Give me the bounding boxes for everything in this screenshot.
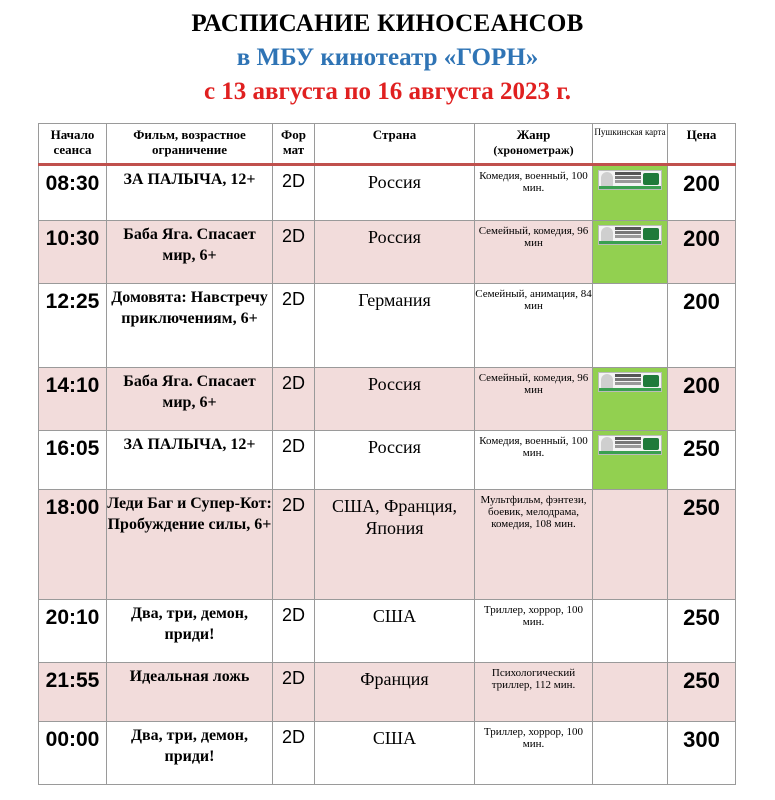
pushkin-cell (593, 663, 668, 722)
film-country: Россия (315, 431, 475, 490)
film-genre: Семейный, анимация, 84 мин (475, 284, 593, 368)
film-title: Баба Яга. Спасает мир, 6+ (107, 368, 273, 431)
film-genre: Комедия, военный, 100 мин. (475, 431, 593, 490)
col-header-country: Страна (315, 124, 475, 165)
ticket-price: 200 (668, 368, 736, 431)
film-title: Два, три, демон, приди! (107, 600, 273, 663)
table-row (39, 284, 736, 368)
film-country: Германия (315, 284, 475, 368)
ticket-price: 300 (668, 722, 736, 785)
pushkin-card-icon (598, 225, 662, 245)
session-time: 10:30 (39, 221, 107, 284)
session-time: 08:30 (39, 165, 107, 221)
film-genre: Семейный, комедия, 96 мин (475, 368, 593, 431)
film-genre: Мультфильм, фэнтези, боевик, мелодрама, комедия, 108 мин. (475, 490, 593, 600)
table-row (39, 722, 736, 785)
ticket-price: 200 (668, 221, 736, 284)
film-format: 2D (273, 600, 315, 663)
ticket-price: 250 (668, 600, 736, 663)
film-title: Два, три, демон, приди! (107, 722, 273, 785)
film-title: Идеальная ложь (107, 663, 273, 722)
film-format: 2D (273, 165, 315, 221)
ticket-price: 200 (668, 284, 736, 368)
film-format: 2D (273, 490, 315, 600)
film-country: Россия (315, 368, 475, 431)
session-time: 18:00 (39, 490, 107, 600)
film-title: Баба Яга. Спасает мир, 6+ (107, 221, 273, 284)
pushkin-cell (593, 600, 668, 663)
film-format: 2D (273, 431, 315, 490)
ticket-price: 250 (668, 490, 736, 600)
col-header-pushkin: Пушкинская карта (593, 124, 668, 165)
col-header-genre-sub: (хронометраж) (493, 143, 574, 157)
pushkin-cell (593, 431, 668, 490)
page-title: РАСПИСАНИЕ КИНОСЕАНСОВ (191, 10, 584, 37)
col-header-genre-label: Жанр (516, 127, 551, 142)
film-genre: Семейный, комедия, 96 мин (475, 221, 593, 284)
film-title: ЗА ПАЛЫЧА, 12+ (107, 431, 273, 490)
film-genre: Комедия, военный, 100 мин. (475, 165, 593, 221)
pushkin-cell (593, 221, 668, 284)
ticket-price: 200 (668, 165, 736, 221)
table-row (39, 663, 736, 722)
pushkin-cell (593, 722, 668, 785)
col-header-price: Цена (668, 124, 736, 165)
pushkin-cell (593, 165, 668, 221)
film-format: 2D (273, 284, 315, 368)
film-genre: Психологический триллер, 112 мин. (475, 663, 593, 722)
film-format: 2D (273, 221, 315, 284)
film-country: США (315, 722, 475, 785)
pushkin-cell (593, 490, 668, 600)
session-time: 00:00 (39, 722, 107, 785)
session-time: 20:10 (39, 600, 107, 663)
venue-name: в МБУ кинотеатр «ГОРН» (236, 44, 539, 71)
film-format: 2D (273, 368, 315, 431)
col-header-film: Фильм, возрастное ограничение (107, 124, 273, 165)
date-range: с 13 августа по 16 августа 2023 г. (203, 78, 572, 105)
pushkin-cell (593, 284, 668, 368)
ticket-price: 250 (668, 663, 736, 722)
table-row (39, 431, 736, 490)
col-header-genre (475, 124, 593, 165)
table-row (39, 368, 736, 431)
session-time: 12:25 (39, 284, 107, 368)
film-genre: Триллер, хоррор, 100 мин. (475, 722, 593, 785)
pushkin-cell (593, 368, 668, 431)
film-title: Леди Баг и Супер-Кот: Пробуждение силы, 6+ (107, 490, 273, 600)
pushkin-card-icon (598, 435, 662, 455)
table-row (39, 600, 736, 663)
film-country: Франция (315, 663, 475, 722)
schedule-table (38, 123, 736, 785)
film-country: Россия (315, 165, 475, 221)
pushkin-card-icon (598, 170, 662, 190)
film-country: США, Франция, Япония (315, 490, 475, 600)
col-header-start: Начало сеанса (39, 124, 107, 165)
film-format: 2D (273, 663, 315, 722)
film-format: 2D (273, 722, 315, 785)
film-title: ЗА ПАЛЫЧА, 12+ (107, 165, 273, 221)
film-genre: Триллер, хоррор, 100 мин. (475, 600, 593, 663)
ticket-price: 250 (668, 431, 736, 490)
table-row (39, 165, 736, 221)
film-country: США (315, 600, 475, 663)
pushkin-card-icon (598, 372, 662, 392)
session-time: 14:10 (39, 368, 107, 431)
table-header-row (39, 124, 736, 165)
film-country: Россия (315, 221, 475, 284)
film-title: Домовята: Навстречу приключениям, 6+ (107, 284, 273, 368)
col-header-format: Фор мат (273, 124, 315, 165)
session-time: 21:55 (39, 663, 107, 722)
table-row (39, 221, 736, 284)
session-time: 16:05 (39, 431, 107, 490)
table-row (39, 490, 736, 600)
